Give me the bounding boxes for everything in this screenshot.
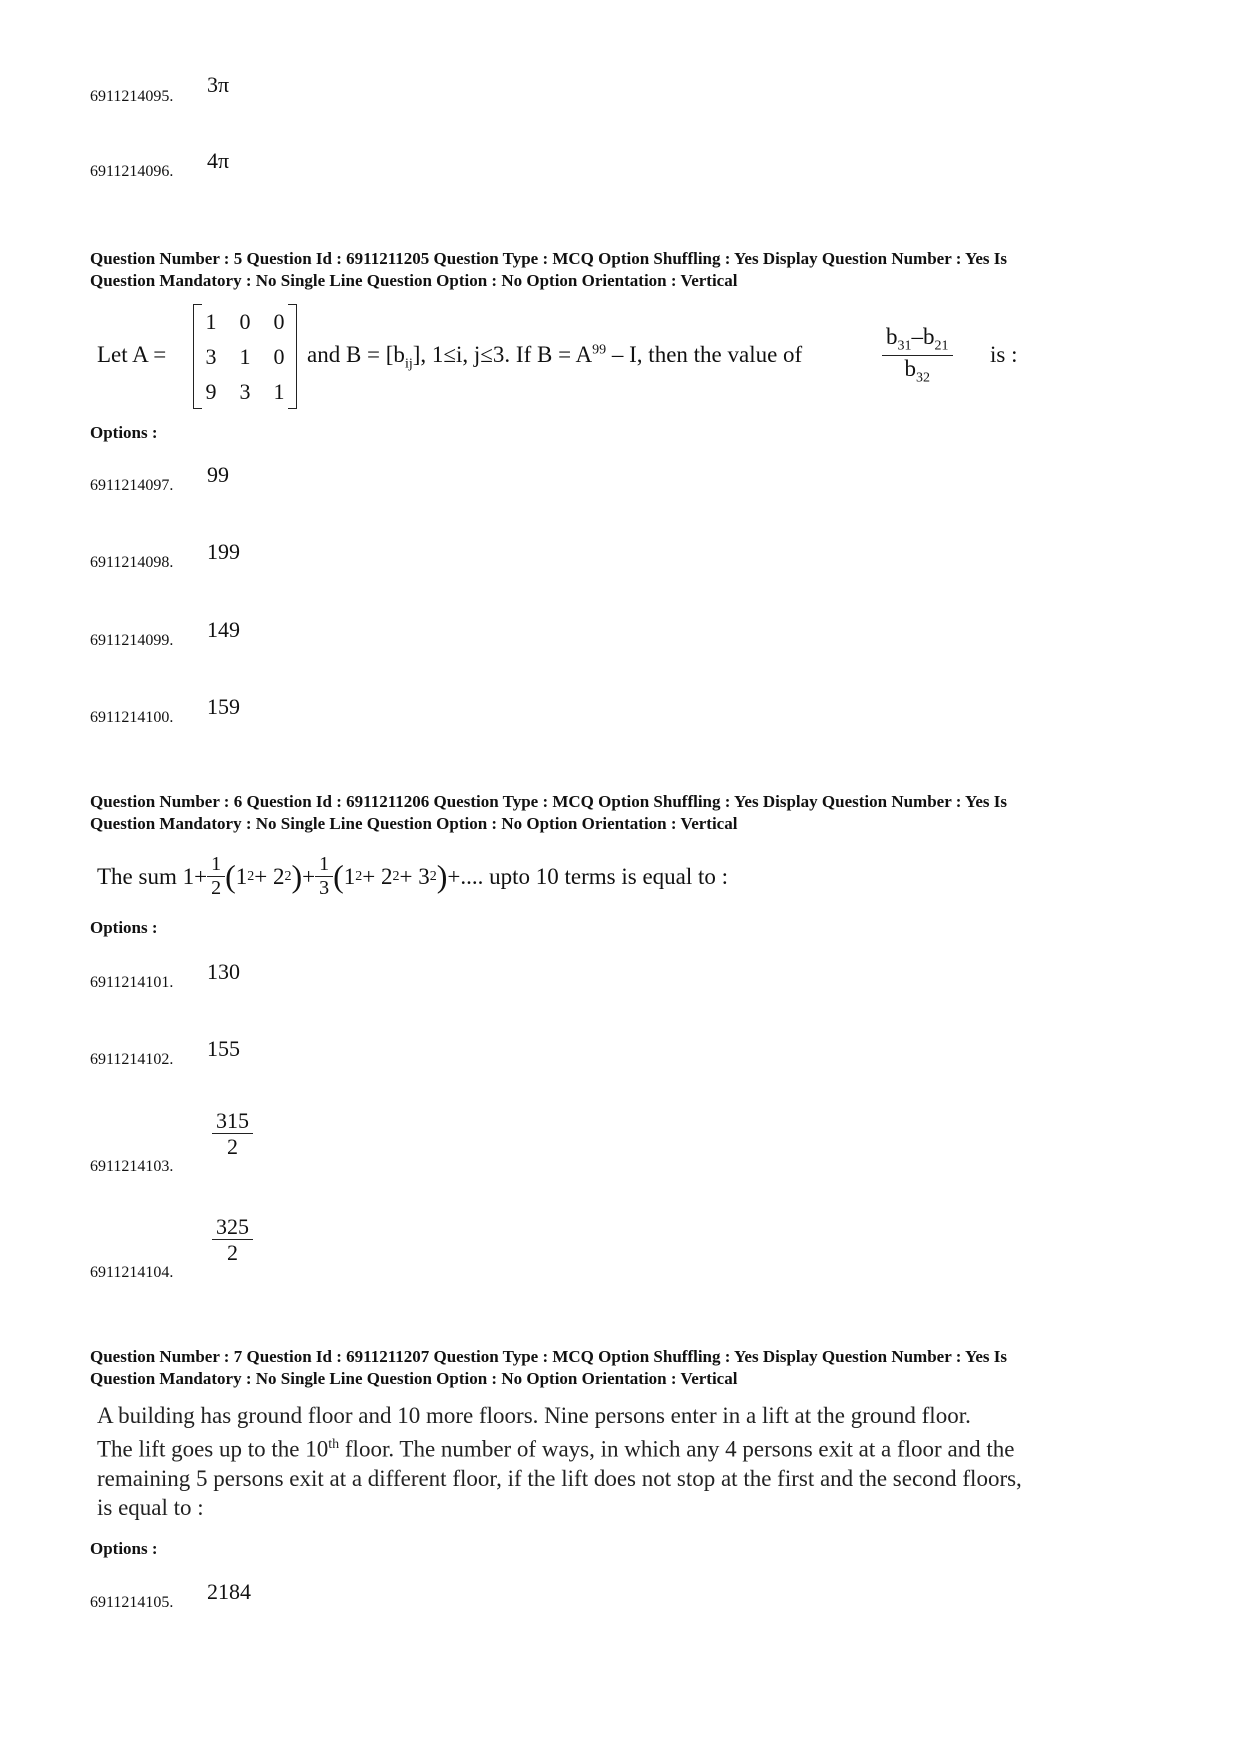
matrix-cell: 1 xyxy=(273,378,285,404)
fraction-denominator: 2 xyxy=(227,1240,238,1266)
option-row xyxy=(90,163,173,181)
question-meta-line: Question Number : 5 Question Id : 6911211205 Question Type : MCQ Option Shuffling : Yes Display Question Number : Yes Is xyxy=(90,249,1008,268)
question-meta-line: Question Mandatory : No Single Line Question Option : No Option Orientation : Vertical xyxy=(90,1369,738,1388)
matrix-cell: 0 xyxy=(273,343,285,369)
options-label: Options : xyxy=(90,918,158,937)
matrix-cell: 1 xyxy=(205,308,217,334)
fraction-numerator: 325 xyxy=(212,1214,253,1240)
superscript: 2 xyxy=(284,868,292,884)
fraction-numerator: 315 xyxy=(212,1108,253,1134)
option-value: 159 xyxy=(207,694,240,719)
matrix-cell: 1 xyxy=(239,343,251,369)
superscript: 99 xyxy=(592,342,607,358)
matrix-row xyxy=(194,374,296,409)
text-fragment: 1 xyxy=(343,863,356,889)
option-id: 6911214101. xyxy=(90,974,174,991)
close-paren-icon: ) xyxy=(436,858,448,894)
fraction-denominator: 3 xyxy=(319,877,330,899)
subscript: ij xyxy=(404,356,413,372)
option-id: 6911214095. xyxy=(90,88,174,105)
option-value: 199 xyxy=(207,539,240,564)
question-text-is: is : xyxy=(990,342,1018,367)
text-line: A building has ground floor and 10 more floors. Nine persons enter in a lift at the ground floor. xyxy=(97,1403,971,1428)
fraction xyxy=(212,1108,253,1160)
matrix-cell: 3 xyxy=(205,343,217,369)
fraction xyxy=(212,1214,253,1266)
option-id: 6911214104. xyxy=(90,1264,174,1281)
matrix-cell: 3 xyxy=(239,378,251,404)
question-meta xyxy=(90,791,1007,835)
superscript: 2 xyxy=(429,868,437,884)
text-fragment: and B = [b xyxy=(307,342,405,367)
matrix-cell: 9 xyxy=(205,378,217,404)
options-label: Options : xyxy=(90,423,158,442)
option-id: 6911214097. xyxy=(90,477,174,494)
fraction xyxy=(207,853,225,900)
open-paren-icon: ( xyxy=(225,858,236,894)
question-meta xyxy=(90,1346,1007,1390)
question-text xyxy=(307,342,802,373)
superscript: th xyxy=(328,1437,340,1452)
option-id: 6911214099. xyxy=(90,632,174,649)
question-meta-line: Question Number : 7 Question Id : 6911211207 Question Type : MCQ Option Shuffling : Yes Display Question Number : Yes Is xyxy=(90,1347,1008,1366)
text-fragment: +.... upto 10 terms is equal to : xyxy=(447,863,729,889)
text-fragment: + 2 xyxy=(362,863,393,889)
fraction xyxy=(882,324,953,386)
options-label: Options : xyxy=(90,1539,158,1558)
question-meta-line: Question Mandatory : No Single Line Question Option : No Option Orientation : Vertical xyxy=(90,271,738,290)
fraction-denominator: 2 xyxy=(211,877,222,899)
text-fragment: + xyxy=(302,863,316,889)
text-fragment: + 3 xyxy=(399,863,430,889)
option-id: 6911214100. xyxy=(90,709,174,726)
option-id: 6911214096. xyxy=(90,163,174,180)
matrix-cell: 0 xyxy=(273,308,285,334)
option-id: 6911214102. xyxy=(90,1051,174,1068)
option-id: 6911214098. xyxy=(90,554,174,571)
superscript: 2 xyxy=(392,868,400,884)
option-value: 2184 xyxy=(207,1579,251,1604)
matrix-a xyxy=(193,304,297,409)
question-meta-line: Question Mandatory : No Single Line Question Option : No Option Orientation : Vertical xyxy=(90,814,738,833)
option-id: 6911214103. xyxy=(90,1158,174,1175)
option-value: 130 xyxy=(207,959,240,984)
option-value-fraction xyxy=(212,1214,253,1266)
text-line: remaining 5 persons exit at a different floor, if the lift does not stop at the first and the second floors, xyxy=(97,1465,1022,1491)
option-value: 3π xyxy=(207,72,230,97)
question-text-let: Let A = xyxy=(97,342,167,367)
text-fragment: The sum 1+ xyxy=(97,863,208,889)
superscript: 2 xyxy=(247,868,255,884)
option-value: 99 xyxy=(207,462,229,487)
text-fragment: 1 xyxy=(235,863,248,889)
close-paren-icon: ) xyxy=(291,858,303,894)
matrix-row xyxy=(194,339,296,374)
text-line: The lift goes up to the 10th floor. The number of ways, in which any 4 persons exit at a floor and the xyxy=(97,1436,1015,1462)
open-paren-icon: ( xyxy=(333,858,344,894)
option-id: 6911214105. xyxy=(90,1594,174,1611)
superscript: 2 xyxy=(355,868,363,884)
option-value: 155 xyxy=(207,1036,240,1061)
fraction-numerator: 1 xyxy=(207,853,225,877)
fraction-denominator: 2 xyxy=(227,1134,238,1160)
option-row xyxy=(90,88,173,106)
option-value: 4π xyxy=(207,148,230,173)
fraction-numerator: 1 xyxy=(315,853,333,877)
question-meta-line: Question Number : 6 Question Id : 6911211206 Question Type : MCQ Option Shuffling : Yes Display Question Number : Yes Is xyxy=(90,792,1008,811)
fraction-b31-b21-over-b32 xyxy=(882,324,953,386)
fraction xyxy=(315,853,333,900)
matrix-cell: 0 xyxy=(239,308,251,334)
fraction-denominator: $b_{32}$ xyxy=(904,355,930,386)
question-text xyxy=(97,853,728,900)
question-text xyxy=(97,1401,1177,1522)
text-fragment: ], 1≤i, j≤3. If B = A xyxy=(412,342,593,367)
option-value-fraction xyxy=(212,1108,253,1160)
matrix-row xyxy=(194,304,296,339)
fraction-numerator: $b_{31}-b_{21}$ xyxy=(882,324,953,356)
question-meta xyxy=(90,248,1007,292)
text-line: is equal to : xyxy=(97,1494,204,1520)
text-fragment: + 2 xyxy=(254,863,285,889)
text-fragment: – I, then the value of xyxy=(606,342,803,367)
option-value: 149 xyxy=(207,617,240,642)
